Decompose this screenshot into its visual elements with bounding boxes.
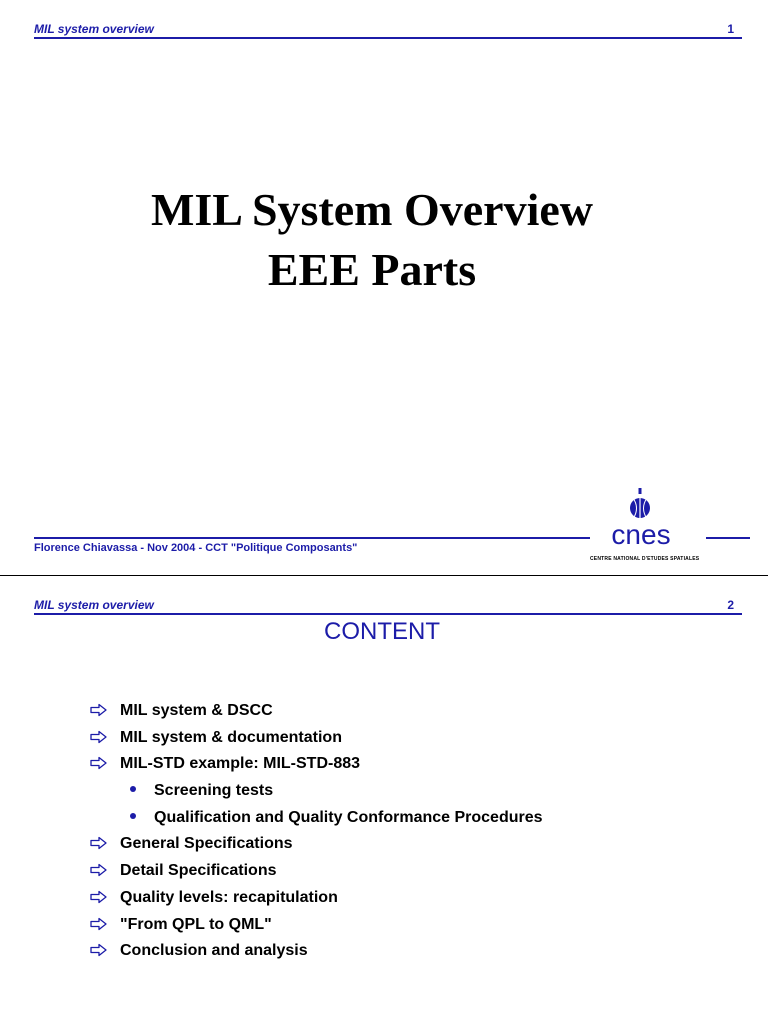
slide-header (34, 598, 742, 616)
title-line-2: EEE Parts (267, 244, 477, 295)
list-item-text: Qualification and Quality Conformance Procedures (154, 808, 543, 826)
list-item-text: Quality levels: recapitulation (120, 888, 338, 906)
bullet-dot-icon (130, 786, 136, 792)
page-number: 1 (727, 22, 734, 36)
footer-text: Florence Chiavassa - Nov 2004 - CCT "Politique Composants" (34, 542, 358, 554)
globe-icon (630, 488, 650, 522)
header-rule (34, 613, 742, 615)
footer-rule-right (706, 537, 750, 539)
content-heading: CONTENT (324, 618, 440, 645)
list-item-text: Conclusion and analysis (120, 942, 308, 960)
arrow-icon (90, 943, 108, 957)
list-item-text: MIL system & DSCC (120, 702, 273, 719)
page-number: 2 (727, 598, 734, 612)
arrow-icon (90, 863, 108, 877)
logo-tagline: CENTRE NATIONAL D'ETUDES SPATIALES (590, 556, 700, 562)
title-line-1: MIL System Overview (150, 184, 594, 235)
list-item-text: Detail Specifications (120, 862, 277, 880)
arrow-icon (90, 756, 108, 770)
arrow-icon (90, 703, 108, 717)
list-item-text: MIL system & documentation (120, 728, 342, 746)
header-title: MIL system overview (34, 598, 154, 612)
list-item-text: MIL-STD example: MIL-STD-883 (120, 755, 361, 773)
slide-header (34, 22, 742, 40)
arrow-icon (90, 890, 108, 904)
list-item-text: General Specifications (120, 835, 293, 853)
arrow-icon (90, 730, 108, 744)
header-rule (34, 37, 742, 39)
arrow-icon (90, 836, 108, 850)
bullet-dot-icon (130, 813, 136, 819)
cnes-logo (586, 486, 696, 566)
logo-wordmark: cnes (611, 519, 671, 550)
arrow-icon (90, 917, 108, 931)
slide-2 (0, 576, 768, 1024)
footer-rule (34, 537, 590, 539)
list-item-text: "From QPL to QML" (120, 915, 272, 933)
slide-title (0, 180, 744, 300)
list-item-text: Screening tests (154, 782, 274, 800)
header-title: MIL system overview (34, 22, 154, 36)
